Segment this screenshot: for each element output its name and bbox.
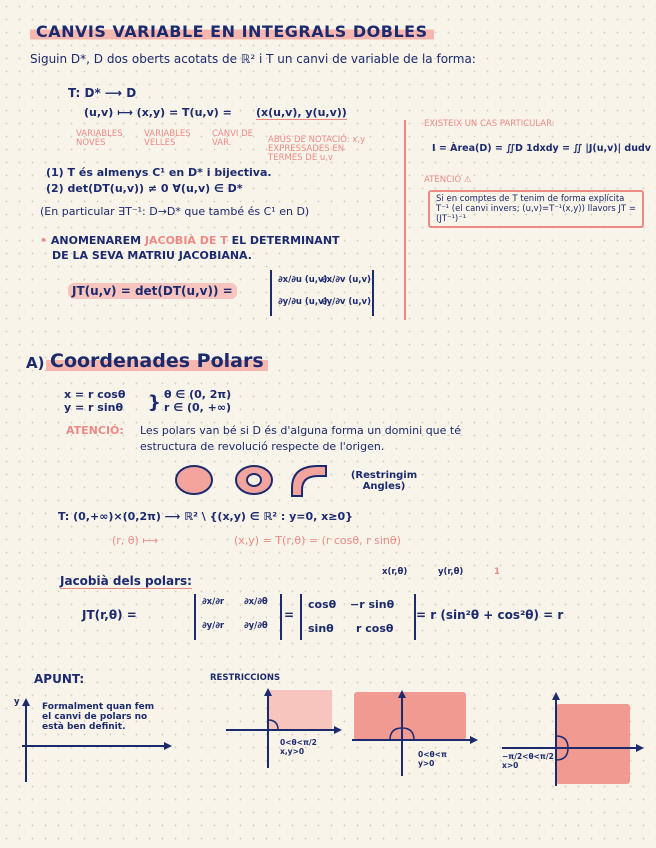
restriction-3-text: −π/2<θ<π/2 x>0 [502, 752, 554, 770]
jacobian-definition: • ANOMENAREM JACOBIÀ DE T EL DETERMINANT [40, 234, 340, 247]
restringim-note: (Restringim Angles) [350, 470, 418, 492]
apunt-axis-y: y [14, 697, 20, 707]
matrix-m22: ∂y/∂v (u,v) [322, 297, 371, 307]
polars-atencio-text1: Les polars van bé si D és d'alguna forma un domini que té [140, 424, 461, 437]
jac-d21: ∂y/∂r [202, 621, 225, 631]
side-atencio-box: Si en comptes de T tenim de forma explícita T⁻¹ (el canvi invers; (u,v)=T⁻¹(x,y)) llavors JT = (JT⁻¹)⁻¹ [428, 190, 644, 228]
condition-2: (2) det(DT(u,v)) ≠ 0 ∀(u,v) ∈ D* [46, 182, 243, 195]
note-abus: ABÚS DE NOTACIÓ: x,y EXPRESSADES EN TERMES DE u,v [268, 135, 366, 163]
note-canvi: CANVI DE VAR. [212, 129, 254, 148]
apunt-label: APUNT: [34, 672, 85, 686]
polars-atencio-text2: estructura de revolució respecte de l'origen. [140, 440, 385, 453]
apunt-text: Formalment quan fem el canvi de polars no està ben definit. [42, 702, 155, 732]
page-title: CANVIS VARIABLE EN INTEGRALS DOBLES [30, 22, 434, 41]
polars-prefix: A) [26, 354, 45, 372]
jac-polars-lhs: JT(r,θ) = [82, 608, 137, 622]
jac-c11: cosθ [308, 598, 337, 611]
jac-c21: sinθ [308, 622, 334, 635]
revolution-shapes [172, 462, 352, 502]
particular-note: (En particular ∃T⁻¹: D→D* que també és C¹ en D) [40, 205, 310, 218]
polars-map-2b: (x,y) = T(r,θ) = (r cosθ, r sinθ) [234, 534, 401, 547]
jac-d12: ∂x/∂θ [244, 597, 268, 607]
polars-map-1: T: (0,+∞)×(0,2π) ⟶ ℝ² \ {(x,y) ∈ ℝ² : y=0, x≥0} [58, 510, 353, 523]
disk-shape [176, 466, 212, 494]
jacobian-definition-line2: DE LA SEVA MATRIU JACOBIANA. [52, 249, 252, 262]
jac-result: = r (sin²θ + cos²θ) = r [416, 608, 564, 622]
side-area-formula: I = Àrea(D) = ∬D 1dxdy = ∬ |J(u,v)| dudv [432, 143, 651, 154]
matrix-m12: ∂x/∂v (u,v) [322, 275, 371, 285]
matrix-m11: ∂x/∂u (u,v) [278, 275, 328, 285]
polars-brace: } [148, 392, 161, 413]
note-vars-noves: VARIABLES NOVES [76, 129, 123, 148]
map-line-2a: (u,v) ⟼ (x,y) = T(u,v) = [84, 106, 232, 119]
map-line-2b: (x(u,v), y(u,v)) [256, 106, 347, 119]
restriction-diagram-3 [498, 688, 648, 788]
condition-1: (1) T és almenys C¹ en D* i bijectiva. [46, 166, 272, 179]
restriction-diagram-1 [226, 688, 346, 778]
polars-one: 1 [494, 567, 500, 577]
restriction-2-text: 0<θ<π y>0 [418, 750, 447, 768]
polars-x-of: x(r,θ) [382, 567, 408, 577]
sector-shape [292, 466, 326, 496]
jacobian-formula-lhs: JT(u,v) = det(DT(u,v)) = [68, 284, 237, 298]
jac-c12: −r sinθ [350, 598, 395, 611]
restriction-1-text: 0<θ<π/2 x,y>0 [280, 738, 317, 756]
polars-header: Coordenades Polars [46, 350, 268, 372]
jac-polars-label: Jacobià dels polars: [60, 574, 192, 588]
polars-y-eq: y = r sinθ [64, 401, 124, 414]
polars-theta-range: θ ∈ (0, 2π) [164, 388, 232, 401]
side-divider [404, 120, 406, 320]
jac-equals: = [284, 608, 295, 622]
side-atencio: ATENCIÓ ⚠ [424, 175, 472, 185]
map-line-1: T: D* ⟶ D [68, 86, 137, 100]
jac-d22: ∂y/∂θ [244, 621, 268, 631]
polars-y-of: y(r,θ) [438, 567, 464, 577]
polars-x-eq: x = r cosθ [64, 388, 126, 401]
restriccions-label: RESTRICCIONS [210, 673, 281, 683]
polars-map-2a: (r, θ) ⟼ [112, 534, 159, 547]
jac-d11: ∂x/∂r [202, 597, 225, 607]
polars-atencio-label: ATENCIÓ: [66, 424, 124, 437]
polars-r-range: r ∈ (0, +∞) [164, 401, 232, 414]
intro-text: Siguin D*, D dos oberts acotats de ℝ² i T un canvi de variable de la forma: [30, 52, 476, 66]
jac-c22: r cosθ [356, 622, 394, 635]
note-vars-velles: VARIABLES VELLES [144, 129, 191, 148]
matrix-m21: ∂y/∂u (u,v) [278, 297, 328, 307]
side-existeix: EXISTEIX UN CAS PARTICULAR: [424, 119, 555, 129]
